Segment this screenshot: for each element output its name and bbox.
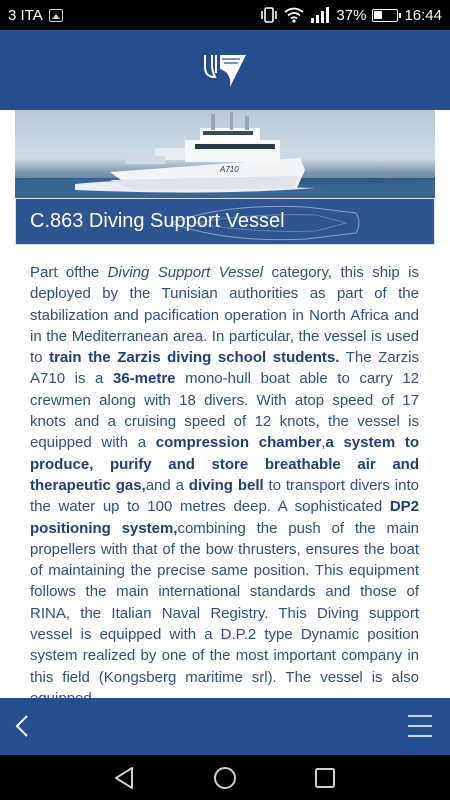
highlight-text: compression chamber xyxy=(155,434,322,452)
carrier-label: 3 ITA xyxy=(8,6,43,24)
clock: 16:44 xyxy=(404,6,442,24)
ship-illustration xyxy=(15,110,435,198)
signal-icon xyxy=(310,7,330,23)
title-bar xyxy=(15,198,435,245)
vessel-marking: A710 xyxy=(220,165,239,174)
article-text: to transport divers into the water up to 100 metres deep. A sophisticated xyxy=(30,476,419,516)
page-title: C.863 Diving Support Vessel xyxy=(30,210,285,232)
chevron-left-icon xyxy=(8,710,38,742)
app-header xyxy=(0,30,450,110)
article-text: , xyxy=(321,434,326,452)
article-body xyxy=(30,262,419,698)
article-text: combining the push of the main propellers with that of the bow thrusters, ensures the boat of maintaining the precise same position. This equipment follows the main international standards and those of RINA, the Italian Naval Registry. This Diving support vessel is equipped with a D.P.2 type Dynamic position system realized by one of the most important company in this field (Kongsberg maritime srl). The vessel is also xyxy=(30,519,419,686)
nav-home-icon xyxy=(210,763,240,793)
nav-recents-icon xyxy=(310,763,340,793)
battery-level xyxy=(374,11,382,19)
article-text: The Zarzis A710 is a xyxy=(30,349,419,388)
highlight-text: a system to produce, purify and store breathable air and therapeutic gas, xyxy=(30,434,419,494)
system-nav-bar xyxy=(0,755,450,800)
status-bar xyxy=(0,0,450,30)
hamburger-menu-icon xyxy=(404,711,436,741)
article-text: mono-hull boat able to carry 12 crewmen along with 18 divers. With atop speed of 17 knots and a cruising speed of 12 knots, the vessel is equipped with a xyxy=(30,370,420,452)
wifi-icon xyxy=(284,7,304,23)
highlight-text: train the Zarzis diving school students. xyxy=(49,349,340,367)
highlight-text: diving bell xyxy=(188,476,264,494)
nav-back-button[interactable] xyxy=(110,763,140,793)
nav-home-button[interactable] xyxy=(210,763,240,793)
article-text: Part ofthe xyxy=(30,264,108,281)
nav-back-icon xyxy=(110,763,140,793)
battery-icon xyxy=(372,9,398,22)
hero-image xyxy=(15,110,435,198)
battery-percent: 37% xyxy=(336,6,367,24)
bottom-app-bar xyxy=(0,698,450,755)
menu-button[interactable] xyxy=(404,711,436,741)
nav-recents-button[interactable] xyxy=(310,763,340,793)
back-button[interactable] xyxy=(8,710,38,742)
company-logo-icon xyxy=(202,51,248,89)
highlight-text: DP2 positioning system, xyxy=(30,498,419,537)
article-text: and a xyxy=(145,476,189,494)
image-icon xyxy=(49,9,63,22)
category-emphasis: Diving Support Vessel xyxy=(107,264,264,281)
article-text: category, this ship is deployed by the Tunisian authorities as part of the stabilization and pacification operation in North Africa and in the Mediterranean area. In particular, the vessel is used to xyxy=(30,264,419,367)
highlight-text: 36-metre xyxy=(112,370,176,388)
vibrate-icon xyxy=(260,7,278,23)
